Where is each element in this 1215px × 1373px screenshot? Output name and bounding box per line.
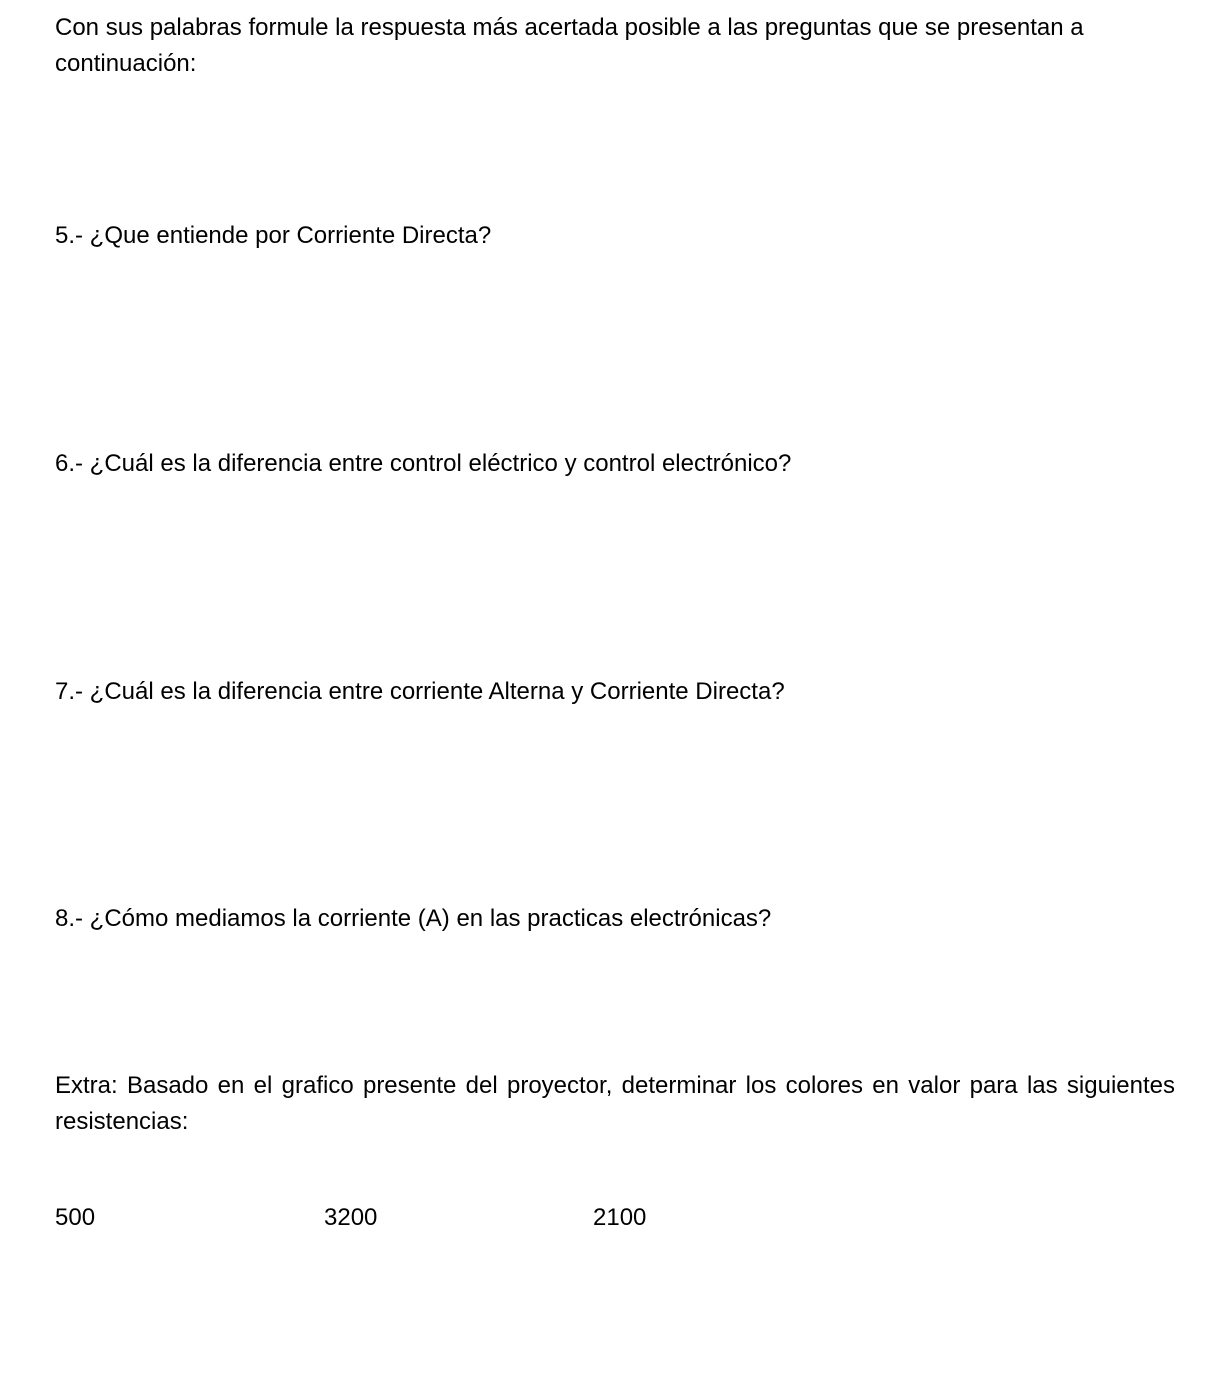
extra-paragraph: Extra: Basado en el grafico presente del proyector, determinar los colores en valor para las siguientes resistencias: — [55, 1072, 1175, 1135]
question-6: 6.- ¿Cuál es la diferencia entre control eléctrico y control electrónico? — [55, 450, 792, 477]
question-8: 8.- ¿Cómo mediamos la corriente (A) en las practicas electrónicas? — [55, 905, 772, 932]
resistance-value-3: 2100 — [593, 1204, 647, 1231]
question-5: 5.- ¿Que entiende por Corriente Directa? — [55, 222, 492, 249]
resistance-value-2: 3200 — [324, 1204, 378, 1231]
question-7: 7.- ¿Cuál es la diferencia entre corriente Alterna y Corriente Directa? — [55, 678, 785, 705]
instructions-paragraph: Con sus palabras formule la respuesta más acertada posible a las preguntas que se presentan a continuación: — [55, 14, 1084, 77]
resistance-value-1: 500 — [55, 1204, 96, 1231]
